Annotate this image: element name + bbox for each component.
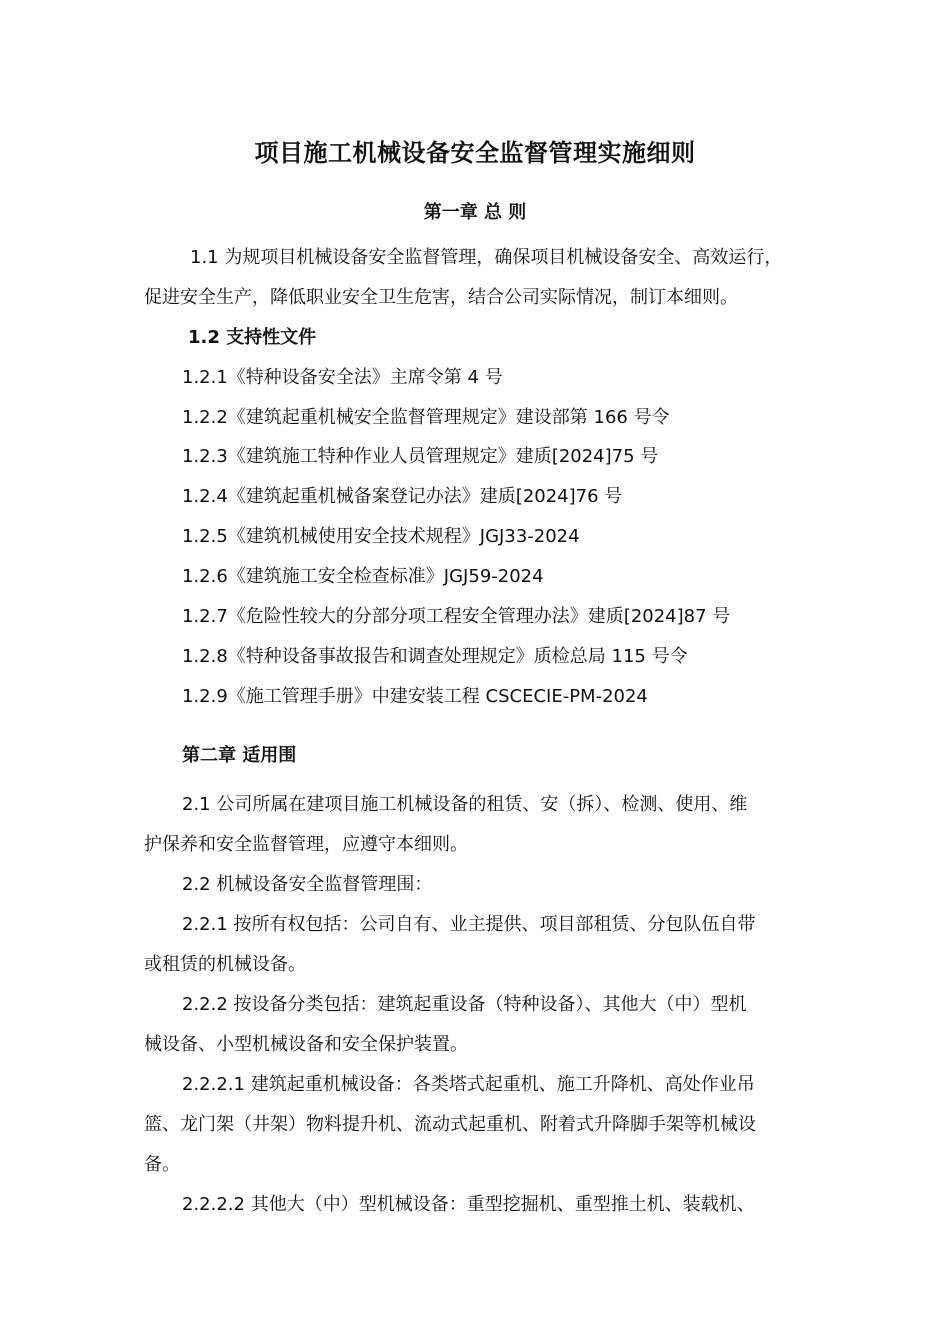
supporting-document-item: 1.2.3《建筑施工特种作业人员管理规定》建质[2024]75 号 bbox=[182, 446, 659, 467]
supporting-document-item: 1.2.5《建筑机械使用安全技术规程》JGJ33-2024 bbox=[182, 526, 580, 547]
paragraph-2-2: 2.2 机械设备安全监督管理围： bbox=[182, 874, 433, 895]
supporting-document-item: 1.2.6《建筑施工安全检查标准》JGJ59-2024 bbox=[182, 566, 544, 587]
paragraph-2-2-2-line-1: 2.2.2 按设备分类包括：建筑起重设备（特种设备）、其他大（中）型机 bbox=[182, 994, 747, 1015]
supporting-document-item: 1.2.9《施工管理手册》中建安装工程 CSCECIE-PM-2024 bbox=[182, 686, 648, 707]
supporting-document-item: 1.2.8《特种设备事故报告和调查处理规定》质检总局 115 号令 bbox=[182, 646, 688, 667]
supporting-document-item: 1.2.4《建筑起重机械备案登记办法》建质[2024]76 号 bbox=[182, 486, 623, 507]
supporting-document-item: 1.2.1《特种设备安全法》主席令第 4 号 bbox=[182, 367, 503, 388]
paragraph-1-1-line-2: 促进安全生产，降低职业安全卫生危害，结合公司实际情况，制订本细则。 bbox=[144, 287, 738, 308]
document-title: 项目施工机械设备安全监督管理实施细则 bbox=[254, 139, 696, 167]
paragraph-2-2-2-1-line-3: 备。 bbox=[144, 1154, 180, 1175]
paragraph-2-2-1-line-1: 2.2.1 按所有权包括：公司自有、业主提供、项目部租赁、分包队伍自带 bbox=[182, 914, 756, 935]
paragraph-2-2-2-2-line-1: 2.2.2.2 其他大（中）型机械设备：重型挖掘机、重型推土机、装载机、 bbox=[182, 1194, 755, 1215]
paragraph-2-2-1-line-2: 或租赁的机械设备。 bbox=[144, 954, 306, 975]
section-1-2-heading: 1.2 支持性文件 bbox=[188, 327, 317, 348]
paragraph-1-1-line-1: 1.1 为规项目机械设备安全监督管理，确保项目机械设备安全、高效运行， bbox=[190, 247, 783, 268]
paragraph-2-1-line-1: 2.1 公司所属在建项目施工机械设备的租赁、安（拆）、检测、使用、维 bbox=[182, 794, 748, 815]
supporting-document-item: 1.2.2《建筑起重机械安全监督管理规定》建设部第 166 号令 bbox=[182, 407, 670, 428]
chapter-2-heading: 第二章 适用围 bbox=[182, 745, 297, 766]
paragraph-2-1-line-2: 护保养和安全监督管理，应遵守本细则。 bbox=[144, 834, 468, 855]
paragraph-2-2-2-1-line-2: 篮、龙门架（井架）物料提升机、流动式起重机、附着式升降脚手架等机械设 bbox=[144, 1114, 756, 1135]
paragraph-2-2-2-1-line-1: 2.2.2.1 建筑起重机械设备：各类塔式起重机、施工升降机、高处作业吊 bbox=[182, 1074, 755, 1095]
paragraph-2-2-2-line-2: 械设备、小型机械设备和安全保护装置。 bbox=[144, 1034, 468, 1055]
supporting-document-item: 1.2.7《危险性较大的分部分项工程安全管理办法》建质[2024]87 号 bbox=[182, 606, 731, 627]
chapter-1-heading: 第一章 总 则 bbox=[423, 202, 527, 223]
